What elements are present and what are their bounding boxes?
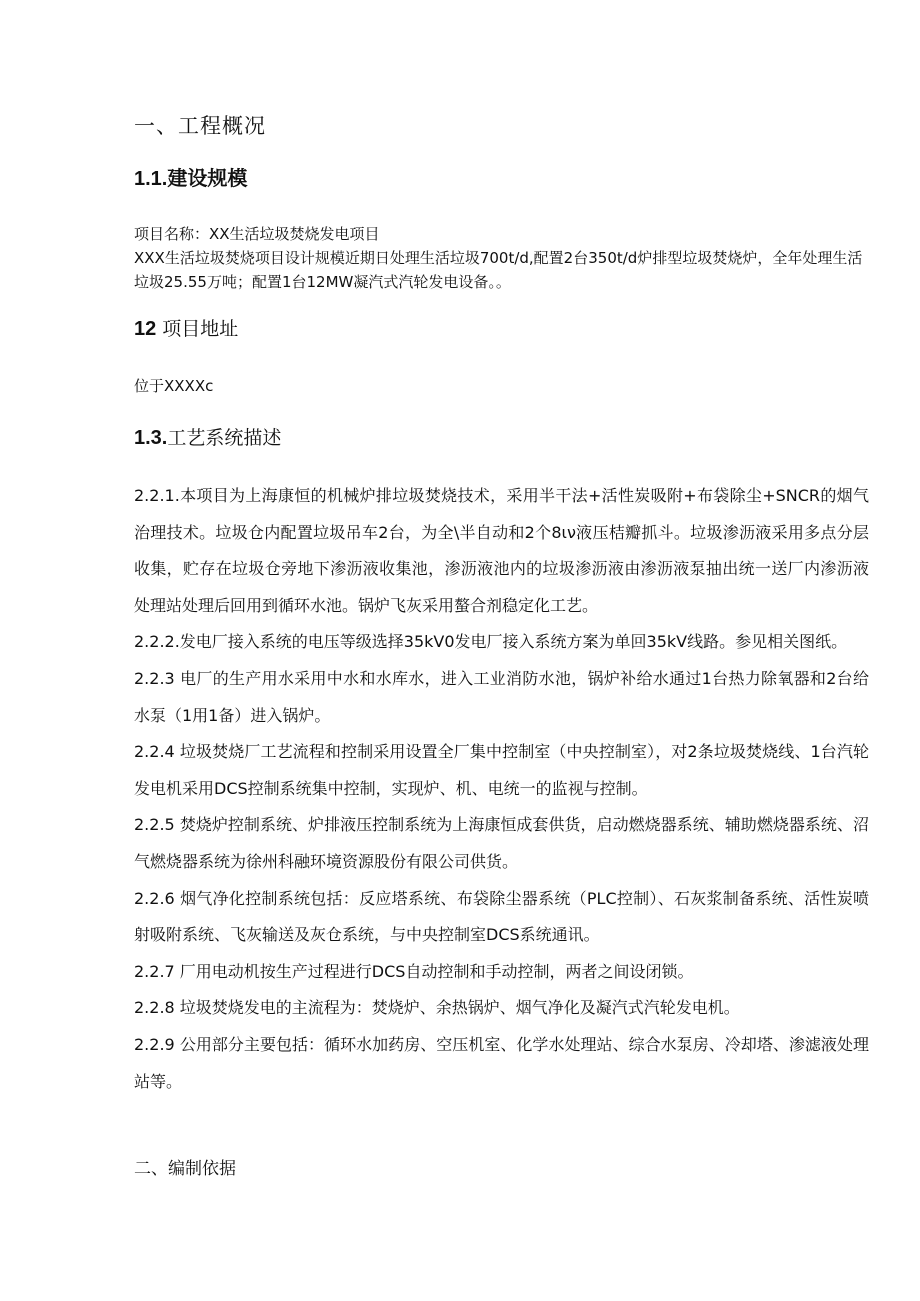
subsection-number: 1.1. — [134, 168, 168, 190]
paragraph-2-2-8: 2.2.8 垃圾焚烧发电的主流程为：焚烧炉、余热锅炉、烟气净化及凝汽式汽轮发电机。 — [134, 998, 740, 1018]
subsection-number: 1.3. — [134, 427, 168, 449]
paragraph-2-2-7: 2.2.7 厂用电动机按生产过程进行DCS自动控制和手动控制，两者之间设闭锁。 — [134, 961, 694, 981]
paragraph-2-2-1: 2.2.1.本项目为上海康恒的机械炉排垃圾焚烧技术，采用半干法+活性炭吸附+布袋除尘+SNCR的烟气治理技术。垃圾仓内配置垃圾吊车2台，为全\半自动和2个8ιν液压桔瓣抓斗。垃圾渗沥液采用多点分层收集，贮存在垃圾仓旁地下渗沥液收集池，渗沥液池内的垃圾渗沥液由渗沥液泵抽出统一送厂内渗沥液处理站处理后回用到循环水池。锅炉飞灰采用螯合剂稳定化工艺。 — [134, 486, 869, 615]
section-heading-1: 一、工程概况 — [134, 114, 266, 138]
subsection-heading-1-2 — [134, 314, 238, 341]
paragraph-2-2-3: 2.2.3 电厂的生产用水采用中水和水库水，进入工业消防水池，锅炉补给水通过1台热力除氧器和2台给水泵（1用1备）进入锅炉。 — [134, 668, 869, 725]
paragraph-2-2-5: 2.2.5 焚烧炉控制系统、炉排液压控制系统为上海康恒成套供货，启动燃烧器系统、辅助燃烧器系统、沼气燃烧器系统为徐州科融环境资源股份有限公司供货。 — [134, 815, 869, 871]
project-name: 项目名称：XX生活垃圾焚烧发电项目 — [134, 225, 380, 243]
paragraph-2-2-4: 2.2.4 垃圾焚烧厂工艺流程和控制采用设置全厂集中控制室（中央控制室），对2条垃圾焚烧线、1台汽轮发电机采用DCS控制系统集中控制，实现炉、机、电统一的监视与控制。 — [134, 742, 869, 798]
process-description — [134, 478, 869, 1100]
paragraph-2-2-2: 2.2.2.发电厂接入系统的电压等级选择35kV0发电厂接入系统方案为单回35kV线路。参见相关图纸。 — [134, 632, 848, 652]
subsection-number: 12 — [134, 318, 157, 340]
section-heading-2: 二、编制依据 — [134, 1159, 236, 1179]
project-scale: XXX生活垃圾焚烧项目设计规模近期日处理生活垃圾700t/d,配置2台350t/d炉排型垃圾焚烧炉，全年处理生活垃圾25.55万吨；配置1台12MW凝汽式汽轮发电设备。。 — [134, 249, 863, 291]
paragraph-2-2-6: 2.2.6 烟气净化控制系统包括：反应塔系统、布袋除尘器系统（PLC控制）、石灰浆制备系统、活性炭喷射吸附系统、飞灰输送及灰仓系统，与中央控制室DCS系统通讯。 — [134, 888, 869, 945]
subsection-title: 项目地址 — [162, 318, 239, 340]
project-address: 位于XXXXc — [134, 377, 214, 395]
subsection-title: 工艺系统描述 — [167, 427, 282, 449]
project-info — [134, 222, 869, 294]
subsection-title: 建设规模 — [167, 168, 248, 190]
subsection-heading-1-1 — [134, 162, 247, 191]
paragraph-2-2-9: 2.2.9 公用部分主要包括：循环水加药房、空压机室、化学水处理站、综合水泵房、冷却塔、渗滤液处理站等。 — [134, 1034, 869, 1091]
subsection-heading-1-3 — [134, 423, 281, 450]
